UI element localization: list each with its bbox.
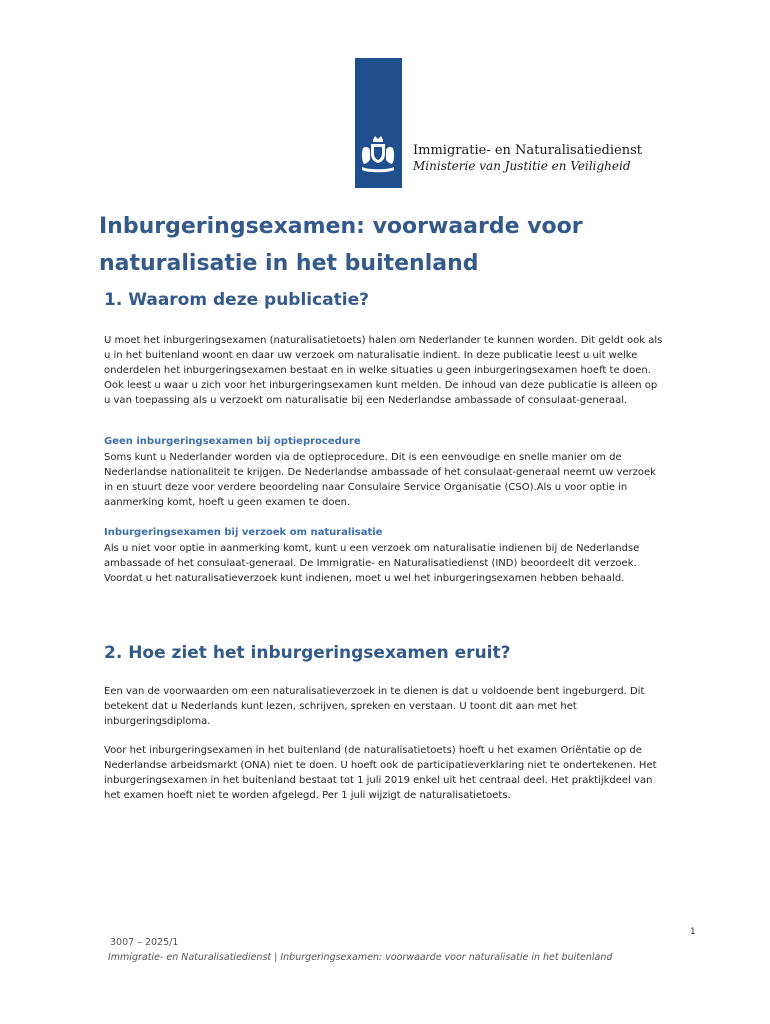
section-1-heading: 1. Waarom deze publicatie? <box>104 290 370 310</box>
paragraph-optieprocedure: Soms kunt u Nederlander worden via de optieprocedure. Dit is een eenvoudige en snelle manier om de Nederlandse nationaliteit te krijgen. De Nederlandse ambassade of het consulaat-generaal neemt uw verzoek in en stuurt deze voor verdere beoordeling naar Consulaire Service Organisatie (CSO).Als u voor optie in aanmerking komt, hoeft u geen examen te doen. <box>104 452 656 508</box>
page-number: 1 <box>690 927 696 937</box>
ministry-name: Ministerie van Justitie en Veiligheid <box>413 159 631 173</box>
org-name: Immigratie- en Naturalisatiedienst <box>413 143 642 158</box>
footer-title-line: Immigratie- en Naturalisatiedienst | Inburgeringsexamen: voorwaarde voor naturalisatie in het buitenland <box>108 952 613 963</box>
section-2-paragraph-1: Een van de voorwaarden om een naturalisatieverzoek in te dienen is dat u voldoende bent ingeburgerd. Dit betekent dat u Nederlands kunt lezen, schrijven, spreken en verstaan. U toont dit aan met het inburgeringsdiploma. <box>104 686 645 727</box>
document-title: Inburgeringsexamen: voorwaarde voor naturalisatie in het buitenland <box>99 214 583 276</box>
subheading-naturalisatie: Inburgeringsexamen bij verzoek om naturalisatie <box>104 527 383 538</box>
paragraph-naturalisatie: Als u niet voor optie in aanmerking komt, kunt u een verzoek om naturalisatie indienen bij de Nederlandse ambassade of het consulaat-generaal. De Immigratie- en Naturalisatiedienst (IND) beoordeelt dit verzoek. Voordat u het naturalisatieverzoek kunt indienen, moet u wel het inburgeringsexamen hebben behaald. <box>104 543 640 584</box>
subheading-optieprocedure: Geen inburgeringsexamen bij optieprocedure <box>104 436 361 447</box>
royal-crest-icon <box>358 134 398 176</box>
section-1-intro: U moet het inburgeringsexamen (naturalisatietoets) halen om Nederlander te kunnen worden. Dit geldt ook als u in het buitenland woont en daar uw verzoek om naturalisatie indient. In deze publicatie leest u uit welke onderdelen het inburgeringsexamen bestaat en in welke situaties u geen inburgeringsexamen hoeft te doen. Ook leest u waar u zich voor het inburgeringsexamen kunt melden. De inhoud van deze publicatie is alleen op u van toepassing als u verzoekt om naturalisatie bij een Nederlandse ambassade of consulaat-generaal. <box>104 335 663 406</box>
section-2-paragraph-2: Voor het inburgeringsexamen in het buitenland (de naturalisatietoets) hoeft u het examen Oriëntatie op de Nederlandse arbeidsmarkt (ONA) niet te doen. U hoeft ook de participatieverklaring niet te ondertekenen. Het inburgeringsexamen in het buitenland bestaat tot 1 juli 2019 enkel uit het centraal deel. Het praktijkdeel van het examen hoeft niet te worden afgelegd. Per 1 juli wijzigt de naturalisatietoets. <box>104 745 657 801</box>
footer-code: 3007 – 2025/1 <box>110 937 179 948</box>
section-2-heading: 2. Hoe ziet het inburgeringsexamen eruit? <box>104 643 511 663</box>
